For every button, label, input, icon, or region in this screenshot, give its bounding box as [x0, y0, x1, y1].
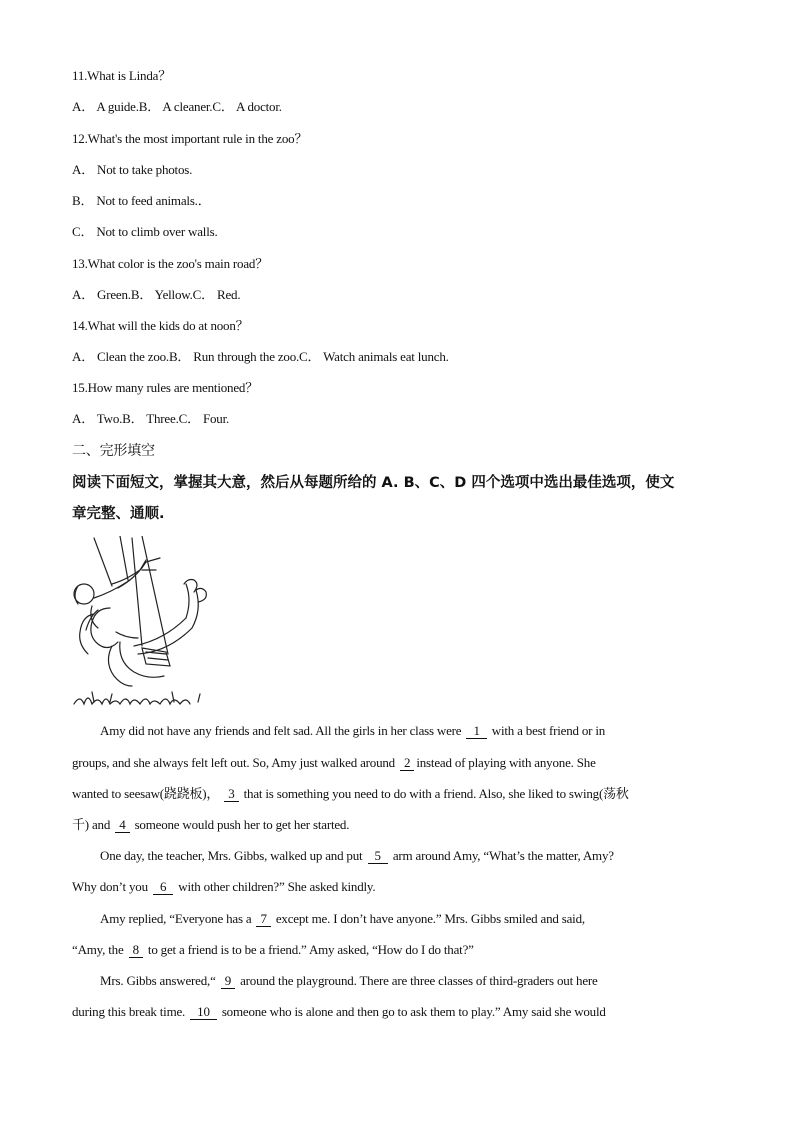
- passage-text: wanted to seesaw(跷跷板)，: [72, 786, 223, 801]
- question-11-options: A． A guide.B． A cleaner.C． A doctor.: [72, 99, 282, 114]
- swing-chain-left: [94, 538, 112, 586]
- question-12-option-b: B． Not to feed animals.．: [72, 193, 211, 208]
- passage-line-2: [72, 755, 596, 771]
- passage-line-6: [72, 879, 375, 895]
- question-12-option-a: A． Not to take photos.: [72, 162, 193, 177]
- passage-line-1: [100, 723, 605, 739]
- passage-line-4: [72, 817, 349, 833]
- passage-line-3: [72, 786, 629, 802]
- question-15: 15.How many rules are mentioned？: [72, 380, 259, 395]
- blank-10: 10: [190, 1005, 217, 1020]
- passage-line-9: [100, 973, 598, 989]
- passage-line-7: [100, 911, 585, 927]
- passage-text: someone would push her to get her started.: [131, 817, 350, 832]
- blank-2: 2: [400, 756, 414, 771]
- section-instruction-line-2: 章完整、通顺.: [72, 506, 165, 522]
- passage-text: around the playground. There are three classes of third-graders out here: [237, 973, 598, 988]
- passage-text: instead of playing with anyone. She: [416, 755, 596, 770]
- question-13-options: A． Green.B． Yellow.C． Red.: [72, 287, 241, 302]
- passage-text: with a best friend or in: [488, 723, 606, 738]
- girl-head: [91, 608, 118, 648]
- passage-text: “Amy, the: [72, 942, 127, 957]
- question-14-options: A． Clean the zoo.B． Run through the zoo.C． Watch animals eat lunch.: [72, 349, 449, 364]
- passage-text: Amy did not have any friends and felt sad. All the girls in her class were: [100, 723, 465, 738]
- blank-4: 4: [115, 818, 129, 833]
- passage-text: Mrs. Gibbs answered,“: [100, 973, 219, 988]
- passage-text: that is something you need to do with a friend. Also, she liked to swing(荡秋: [240, 786, 629, 801]
- passage-text: to get a friend is to be a friend.” Amy asked, “How do I do that?”: [144, 942, 474, 957]
- blank-9: 9: [221, 974, 235, 989]
- blank-7: 7: [256, 912, 270, 927]
- passage-text: One day, the teacher, Mrs. Gibbs, walked up and put: [100, 848, 366, 863]
- question-12: 12.What's the most important rule in the zoo？: [72, 131, 308, 146]
- passage-text: except me. I don’t have anyone.” Mrs. Gibbs smiled and said,: [272, 911, 585, 926]
- swing-chain-left-2: [120, 536, 128, 580]
- question-13: 13.What color is the zoo's main road？: [72, 256, 269, 271]
- passage-text: during this break time.: [72, 1004, 189, 1019]
- question-14: 14.What will the kids do at noon？: [72, 318, 249, 333]
- question-15-options: A． Two.B． Three.C． Four.: [72, 411, 230, 426]
- passage-text: groups, and she always felt left out. So, Amy just walked around: [72, 755, 399, 770]
- passage-text: 千) and: [72, 817, 114, 832]
- question-11: 11.What is Linda？: [72, 68, 172, 83]
- section-heading: 二、完形填空: [72, 443, 155, 459]
- passage-text: arm around Amy, “What’s the matter, Amy?: [389, 848, 614, 863]
- passage-line-8: [72, 942, 474, 958]
- swing-seat: [142, 648, 170, 666]
- passage-line-10: [72, 1004, 606, 1020]
- question-12-option-c: C． Not to climb over walls.: [72, 224, 218, 239]
- passage-text: someone who is alone and then go to ask them to play.” Amy said she would: [218, 1004, 606, 1019]
- blank-8: 8: [129, 943, 143, 958]
- blank-1: 1: [466, 724, 486, 739]
- passage-text: with other children?” She asked kindly.: [175, 879, 376, 894]
- passage-text: Amy replied, “Everyone has a: [100, 911, 255, 926]
- swing-illustration: [72, 536, 218, 708]
- blank-3: 3: [224, 787, 238, 802]
- passage-text: Why don’t you: [72, 879, 151, 894]
- blank-6: 6: [153, 880, 173, 895]
- section-instruction-line-1: 阅读下面短文，掌握其大意，然后从每题所给的 A. B、C、D 四个选项中选出最佳选项，使文: [72, 475, 675, 491]
- blank-5: 5: [368, 849, 388, 864]
- passage-line-5: [100, 848, 614, 864]
